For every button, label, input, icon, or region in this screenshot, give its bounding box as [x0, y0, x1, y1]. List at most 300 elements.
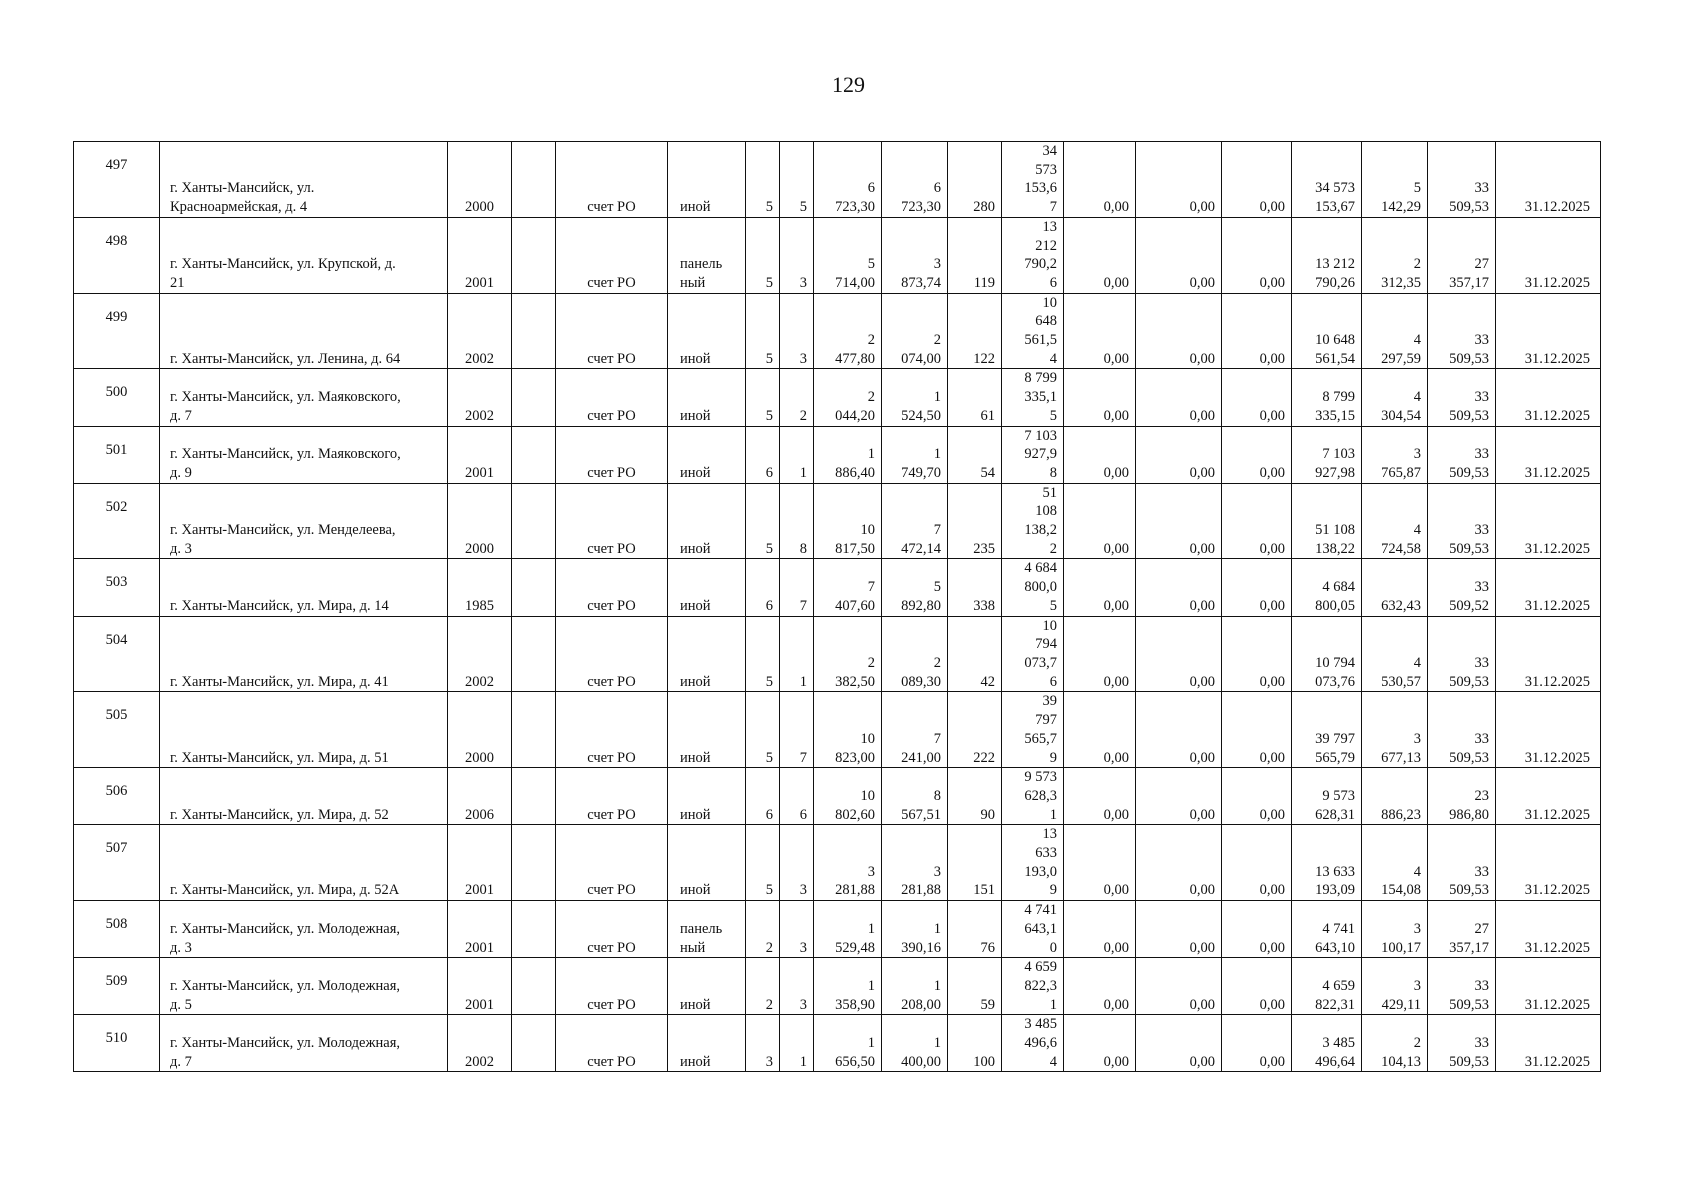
zero-value-2: 0,00 [1136, 483, 1222, 559]
cost-limit-line: 23 [1474, 787, 1489, 804]
wall-material-line: иной [680, 882, 711, 899]
wall-material-line: иной [680, 1053, 711, 1070]
total-cost-line: 822,3 [1024, 977, 1057, 994]
cost-limit [1428, 426, 1496, 483]
wall-material-line: ный [680, 274, 706, 291]
total-area-line: 823,00 [835, 749, 875, 766]
total-cost-line: 628,3 [1024, 787, 1057, 804]
zero-value-1: 0,00 [1064, 1015, 1136, 1072]
residential-area-line: 723,30 [901, 199, 941, 216]
address [160, 958, 448, 1015]
specific-cost-line: 632,43 [1381, 597, 1421, 614]
row-number: 497 [74, 142, 160, 218]
address-line: д. 9 [170, 464, 192, 481]
table-row [74, 616, 1601, 692]
total-area-line: 5 [867, 256, 875, 273]
residential-area-line: 390,16 [901, 939, 941, 956]
cost-limit-line: 33 [1474, 863, 1489, 880]
total-area [814, 217, 882, 293]
year-built: 1985 [448, 559, 512, 616]
specific-cost-line: 297,59 [1381, 350, 1421, 367]
total-cost-line: 4 741 [1024, 902, 1057, 919]
total-area-line: 714,00 [835, 274, 875, 291]
total-cost-line: 4 [1049, 350, 1057, 367]
fund-amount-line: 565,79 [1315, 749, 1355, 766]
entrances: 1 [780, 426, 814, 483]
table-row [74, 901, 1601, 958]
address-line: г. Ханты-Мансийск, ул. Маяковского, [170, 446, 401, 463]
total-cost-line: 7 [1049, 199, 1057, 216]
residential-area-line: 472,14 [901, 540, 941, 557]
address [160, 901, 448, 958]
cost-limit-line: 986,80 [1449, 806, 1489, 823]
total-area-line: 886,40 [835, 464, 875, 481]
zero-value-1: 0,00 [1064, 901, 1136, 958]
wall-material-line: иной [680, 407, 711, 424]
row-number: 506 [74, 768, 160, 825]
total-cost [1002, 901, 1064, 958]
fund-amount-line: 138,22 [1315, 540, 1355, 557]
total-cost [1002, 426, 1064, 483]
zero-value-1: 0,00 [1064, 958, 1136, 1015]
funding-source: счет РО [556, 901, 668, 958]
entrances: 6 [780, 768, 814, 825]
total-area-line: 2 [867, 332, 875, 349]
zero-value-1: 0,00 [1064, 142, 1136, 218]
total-cost-line: 9 573 [1024, 769, 1057, 786]
row-number: 501 [74, 426, 160, 483]
total-cost-line: 0 [1049, 939, 1057, 956]
zero-value-2: 0,00 [1136, 692, 1222, 768]
fund-amount-line: 496,64 [1315, 1053, 1355, 1070]
zero-value-1: 0,00 [1064, 293, 1136, 369]
floors: 6 [746, 559, 780, 616]
table-row [74, 369, 1601, 426]
total-area [814, 559, 882, 616]
cost-limit-line: 509,53 [1449, 540, 1489, 557]
table-row [74, 1015, 1601, 1072]
year-built: 2001 [448, 958, 512, 1015]
empty-cell [512, 958, 556, 1015]
address-line: д. 7 [170, 407, 192, 424]
residential-area-line: 524,50 [901, 407, 941, 424]
total-cost-line: 643,1 [1024, 920, 1057, 937]
residential-area [882, 559, 948, 616]
zero-value-2: 0,00 [1136, 217, 1222, 293]
wall-material [668, 901, 746, 958]
cost-limit [1428, 692, 1496, 768]
zero-value-2: 0,00 [1136, 825, 1222, 901]
zero-value-3: 0,00 [1222, 958, 1292, 1015]
year-built: 2000 [448, 142, 512, 218]
total-cost-line: 1 [1049, 806, 1057, 823]
table-row [74, 217, 1601, 293]
deadline-date: 31.12.2025 [1496, 1015, 1601, 1072]
entrances: 3 [780, 958, 814, 1015]
residential-area-line: 1 [933, 446, 941, 463]
zero-value-2: 0,00 [1136, 142, 1222, 218]
cost-limit-line: 357,17 [1449, 939, 1489, 956]
cost-limit-line: 509,53 [1449, 407, 1489, 424]
zero-value-1: 0,00 [1064, 825, 1136, 901]
deadline-date: 31.12.2025 [1496, 768, 1601, 825]
total-area-line: 723,30 [835, 199, 875, 216]
zero-value-1: 0,00 [1064, 559, 1136, 616]
cost-limit [1428, 616, 1496, 692]
total-cost-line: 4 684 [1024, 560, 1057, 577]
fund-amount-line: 34 573 [1315, 180, 1355, 197]
fund-amount [1292, 426, 1362, 483]
cost-limit [1428, 293, 1496, 369]
zero-value-2: 0,00 [1136, 369, 1222, 426]
floors: 6 [746, 426, 780, 483]
wall-material-line: иной [680, 996, 711, 1013]
fund-amount [1292, 293, 1362, 369]
cost-limit-line: 357,17 [1449, 274, 1489, 291]
funding-source: счет РО [556, 426, 668, 483]
residential-area [882, 1015, 948, 1072]
floors: 5 [746, 293, 780, 369]
specific-cost-line: 2 [1413, 1035, 1421, 1052]
fund-amount [1292, 825, 1362, 901]
year-built: 2002 [448, 369, 512, 426]
specific-cost [1362, 293, 1428, 369]
specific-cost [1362, 483, 1428, 559]
deadline-date: 31.12.2025 [1496, 692, 1601, 768]
fund-amount-line: 153,67 [1315, 199, 1355, 216]
total-area [814, 692, 882, 768]
zero-value-2: 0,00 [1136, 958, 1222, 1015]
row-number: 505 [74, 692, 160, 768]
floors: 5 [746, 217, 780, 293]
cost-limit-line: 33 [1474, 977, 1489, 994]
specific-cost [1362, 369, 1428, 426]
residential-area-line: 2 [933, 332, 941, 349]
wall-material [668, 825, 746, 901]
address-line: д. 5 [170, 996, 192, 1013]
entrances: 1 [780, 616, 814, 692]
entrances: 1 [780, 1015, 814, 1072]
cost-limit-line: 33 [1474, 1035, 1489, 1052]
wall-material [668, 142, 746, 218]
cost-limit-line: 27 [1474, 920, 1489, 937]
fund-amount-line: 790,26 [1315, 274, 1355, 291]
total-area-line: 044,20 [835, 407, 875, 424]
residential-area [882, 426, 948, 483]
zero-value-3: 0,00 [1222, 825, 1292, 901]
entrances: 5 [780, 142, 814, 218]
wall-material-line: иной [680, 464, 711, 481]
total-cost-line: 794 [1035, 636, 1057, 653]
funding-source: счет РО [556, 369, 668, 426]
table-row [74, 768, 1601, 825]
fund-amount-line: 10 648 [1315, 332, 1355, 349]
specific-cost-line: 765,87 [1381, 464, 1421, 481]
floors: 3 [746, 1015, 780, 1072]
specific-cost [1362, 901, 1428, 958]
total-cost-line: 4 [1049, 1053, 1057, 1070]
total-area-line: 1 [867, 920, 875, 937]
residents: 122 [948, 293, 1002, 369]
zero-value-3: 0,00 [1222, 217, 1292, 293]
total-area [814, 1015, 882, 1072]
total-area [814, 426, 882, 483]
specific-cost-line: 4 [1413, 522, 1421, 539]
residents: 222 [948, 692, 1002, 768]
specific-cost-line: 142,29 [1381, 199, 1421, 216]
floors: 5 [746, 825, 780, 901]
residents: 280 [948, 142, 1002, 218]
row-number: 504 [74, 616, 160, 692]
wall-material-line: иной [680, 749, 711, 766]
total-cost-line: 34 [1042, 143, 1057, 159]
zero-value-2: 0,00 [1136, 559, 1222, 616]
address-line: 21 [170, 274, 185, 291]
total-cost [1002, 958, 1064, 1015]
total-cost-line: 8 [1049, 464, 1057, 481]
fund-amount [1292, 958, 1362, 1015]
year-built: 2006 [448, 768, 512, 825]
total-area-line: 6 [867, 180, 875, 197]
total-cost-line: 13 [1042, 826, 1057, 843]
cost-limit [1428, 217, 1496, 293]
total-area-line: 1 [867, 1035, 875, 1052]
address-line: г. Ханты-Мансийск, ул. Молодежная, [170, 920, 400, 937]
address-line: г. Ханты-Мансийск, ул. Молодежная, [170, 977, 400, 994]
cost-limit-line: 33 [1474, 180, 1489, 197]
wall-material-line: ный [680, 939, 706, 956]
residential-area [882, 369, 948, 426]
fund-amount [1292, 692, 1362, 768]
residential-area [882, 616, 948, 692]
zero-value-1: 0,00 [1064, 369, 1136, 426]
residential-area [882, 692, 948, 768]
residential-area-line: 892,80 [901, 597, 941, 614]
total-cost-line: 5 [1049, 407, 1057, 424]
year-built: 2001 [448, 217, 512, 293]
table-row [74, 559, 1601, 616]
address-line: г. Ханты-Мансийск, ул. Мира, д. 52А [170, 882, 400, 899]
residents: 235 [948, 483, 1002, 559]
residential-area-line: 1 [933, 977, 941, 994]
deadline-date: 31.12.2025 [1496, 901, 1601, 958]
year-built: 2002 [448, 293, 512, 369]
residential-area-line: 1 [933, 1035, 941, 1052]
fund-amount [1292, 217, 1362, 293]
empty-cell [512, 901, 556, 958]
deadline-date: 31.12.2025 [1496, 483, 1601, 559]
table-row [74, 692, 1601, 768]
zero-value-3: 0,00 [1222, 426, 1292, 483]
zero-value-3: 0,00 [1222, 142, 1292, 218]
zero-value-1: 0,00 [1064, 768, 1136, 825]
cost-limit-line: 33 [1474, 579, 1489, 596]
fund-amount-line: 927,98 [1315, 464, 1355, 481]
cost-limit-line: 509,53 [1449, 1053, 1489, 1070]
empty-cell [512, 293, 556, 369]
cost-limit [1428, 559, 1496, 616]
fund-amount-line: 8 799 [1322, 389, 1355, 406]
fund-amount-line: 561,54 [1315, 350, 1355, 367]
total-area-line: 10 [860, 522, 875, 539]
year-built: 2002 [448, 616, 512, 692]
address [160, 217, 448, 293]
total-cost-line: 6 [1049, 274, 1057, 291]
fund-amount [1292, 616, 1362, 692]
residential-area-line: 8 [933, 787, 941, 804]
empty-cell [512, 142, 556, 218]
residential-area [882, 142, 948, 218]
address [160, 825, 448, 901]
zero-value-3: 0,00 [1222, 1015, 1292, 1072]
address-line: г. Ханты-Мансийск, ул. [170, 180, 315, 197]
address [160, 142, 448, 218]
specific-cost-line: 4 [1413, 389, 1421, 406]
funding-source: счет РО [556, 293, 668, 369]
funding-source: счет РО [556, 825, 668, 901]
funding-source: счет РО [556, 1015, 668, 1072]
fund-amount [1292, 901, 1362, 958]
entrances: 7 [780, 692, 814, 768]
floors: 5 [746, 142, 780, 218]
total-cost-line: 6 [1049, 673, 1057, 690]
wall-material-line: иной [680, 540, 711, 557]
fund-amount-line: 13 212 [1315, 256, 1355, 273]
fund-amount-line: 822,31 [1315, 996, 1355, 1013]
address-line: д. 3 [170, 939, 192, 956]
residential-area [882, 768, 948, 825]
empty-cell [512, 369, 556, 426]
funding-source: счет РО [556, 142, 668, 218]
residential-area [882, 958, 948, 1015]
residential-area-line: 5 [933, 579, 941, 596]
total-cost-line: 3 485 [1024, 1016, 1057, 1033]
wall-material [668, 692, 746, 768]
cost-limit [1428, 369, 1496, 426]
specific-cost-line: 5 [1413, 180, 1421, 197]
residential-area-line: 873,74 [901, 274, 941, 291]
address [160, 616, 448, 692]
funding-source: счет РО [556, 768, 668, 825]
total-cost-line: 561,5 [1024, 332, 1057, 349]
floors: 5 [746, 483, 780, 559]
wall-material [668, 1015, 746, 1072]
zero-value-2: 0,00 [1136, 768, 1222, 825]
total-cost-line: 797 [1035, 712, 1057, 729]
cost-limit [1428, 958, 1496, 1015]
zero-value-3: 0,00 [1222, 369, 1292, 426]
specific-cost-line: 3 [1413, 730, 1421, 747]
cost-limit-line: 33 [1474, 654, 1489, 671]
table-row [74, 142, 1601, 218]
address-line: г. Ханты-Мансийск, ул. Крупской, д. [170, 256, 396, 273]
total-cost [1002, 768, 1064, 825]
fund-amount-line: 9 573 [1322, 787, 1355, 804]
residential-area-line: 3 [933, 256, 941, 273]
wall-material [668, 958, 746, 1015]
residential-area-line: 1 [933, 920, 941, 937]
address-line: г. Ханты-Мансийск, ул. Мира, д. 14 [170, 597, 389, 614]
fund-amount [1292, 483, 1362, 559]
total-cost-line: 9 [1049, 882, 1057, 899]
empty-cell [512, 426, 556, 483]
total-area [814, 768, 882, 825]
specific-cost-line: 100,17 [1381, 939, 1421, 956]
row-number: 500 [74, 369, 160, 426]
entrances: 2 [780, 369, 814, 426]
cost-limit-line: 27 [1474, 256, 1489, 273]
residential-area [882, 217, 948, 293]
fund-amount [1292, 142, 1362, 218]
address [160, 559, 448, 616]
housing-registry-table [73, 141, 1601, 1072]
total-area [814, 293, 882, 369]
fund-amount-line: 800,05 [1315, 597, 1355, 614]
fund-amount [1292, 559, 1362, 616]
specific-cost [1362, 1015, 1428, 1072]
empty-cell [512, 825, 556, 901]
total-cost [1002, 1015, 1064, 1072]
residential-area-line: 1 [933, 389, 941, 406]
specific-cost [1362, 692, 1428, 768]
row-number: 508 [74, 901, 160, 958]
total-area-line: 802,60 [835, 806, 875, 823]
total-cost-line: 10 [1042, 294, 1057, 311]
address [160, 483, 448, 559]
deadline-date: 31.12.2025 [1496, 426, 1601, 483]
total-area [814, 825, 882, 901]
year-built: 2001 [448, 825, 512, 901]
cost-limit-line: 33 [1474, 522, 1489, 539]
deadline-date: 31.12.2025 [1496, 616, 1601, 692]
total-area-line: 656,50 [835, 1053, 875, 1070]
cost-limit-line: 33 [1474, 446, 1489, 463]
zero-value-2: 0,00 [1136, 426, 1222, 483]
floors: 2 [746, 901, 780, 958]
specific-cost-line: 304,54 [1381, 407, 1421, 424]
total-cost-line: 633 [1035, 845, 1057, 862]
cost-limit [1428, 483, 1496, 559]
fund-amount-line: 39 797 [1315, 730, 1355, 747]
specific-cost [1362, 426, 1428, 483]
residents: 119 [948, 217, 1002, 293]
fund-amount-line: 073,76 [1315, 673, 1355, 690]
cost-limit-line: 509,53 [1449, 996, 1489, 1013]
cost-limit-line: 509,53 [1449, 749, 1489, 766]
row-number: 510 [74, 1015, 160, 1072]
total-cost [1002, 142, 1064, 218]
residents: 54 [948, 426, 1002, 483]
wall-material [668, 483, 746, 559]
entrances: 3 [780, 825, 814, 901]
zero-value-1: 0,00 [1064, 217, 1136, 293]
table-row [74, 825, 1601, 901]
year-built: 2000 [448, 483, 512, 559]
year-built: 2001 [448, 901, 512, 958]
table-body [74, 142, 1601, 1072]
total-area-line: 358,90 [835, 996, 875, 1013]
address-line: Красноармейская, д. 4 [170, 199, 308, 216]
cost-limit-line: 509,53 [1449, 199, 1489, 216]
address-line: д. 7 [170, 1053, 192, 1070]
row-number: 507 [74, 825, 160, 901]
wall-material-line: панель [680, 920, 723, 937]
funding-source: счет РО [556, 958, 668, 1015]
total-cost-line: 13 [1042, 218, 1057, 235]
total-cost-line: 800,0 [1024, 579, 1057, 596]
total-cost-line: 565,7 [1024, 730, 1057, 747]
total-area-line: 281,88 [835, 882, 875, 899]
